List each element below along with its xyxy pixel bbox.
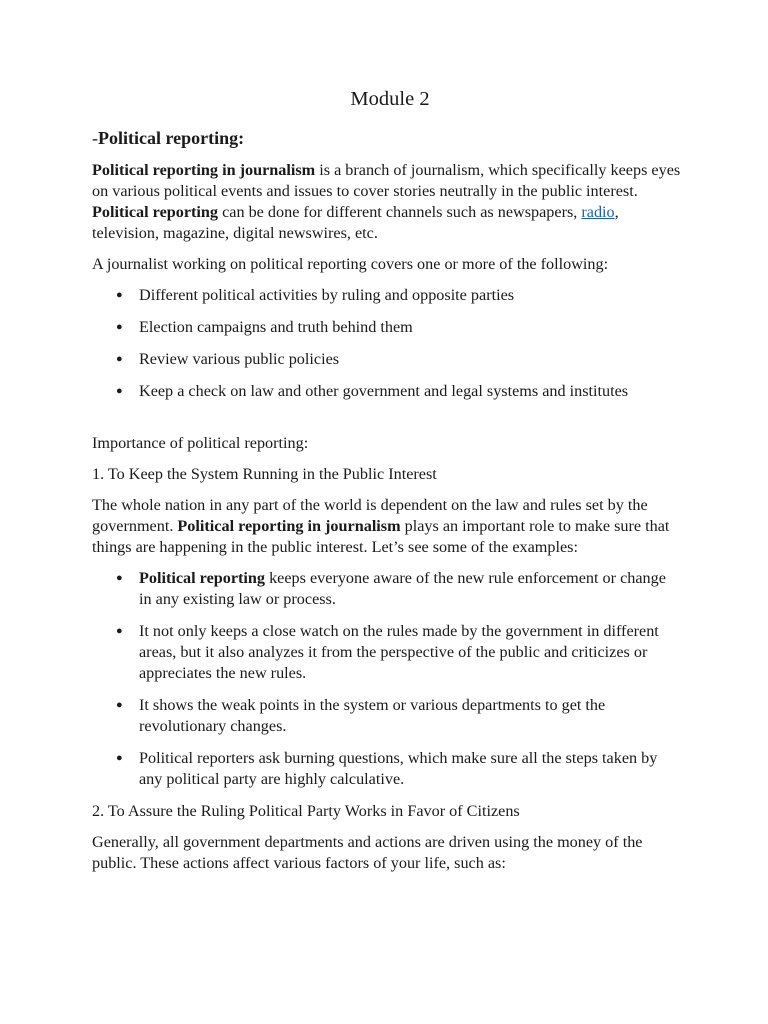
list-item [92, 695, 682, 737]
intro-paragraph [92, 160, 682, 244]
point1-heading: 1. To Keep the System Running in the Public Interest [92, 465, 437, 483]
bullet-icon: ● [116, 321, 123, 333]
intro-bold-term-2: Political reporting [92, 203, 219, 221]
point1-paragraph [92, 495, 682, 558]
importance-heading: Importance of political reporting: [92, 434, 309, 452]
list-item-text: Different political activities by ruling and opposite parties [139, 286, 515, 304]
bullet-icon: ● [116, 572, 123, 584]
list-item [92, 568, 682, 610]
bullet-icon: ● [116, 385, 123, 397]
point2-paragraph: Generally, all government departments and actions are driven using the money of the public. These actions affect various factors of your life, such as: [92, 833, 643, 872]
intro-text-3: , television, magazine, digital newswires, etc. [92, 203, 619, 242]
spacer [92, 402, 682, 433]
intro-text-2: can be done for different channels such as newspapers, [218, 203, 582, 221]
list-item [92, 748, 682, 790]
list-item-text: Review various public policies [139, 350, 340, 368]
example-bold-term: Political reporting [139, 569, 266, 587]
list-item-text: keeps everyone aware of the new rule enforcement or change in any existing law or process. [139, 569, 666, 608]
bullet-icon: ● [116, 752, 123, 764]
heading-dash: - [92, 128, 98, 148]
list-item-text: It not only keeps a close watch on the rules made by the government in different areas, but it also analyzes it from the perspective of the public and criticizes or appreciates the new rules. [139, 622, 659, 682]
page-title: Module 2 [350, 88, 430, 110]
point1-text: The whole nation in any part of the world is dependent on the law and rules set by the government. [92, 496, 648, 535]
list-item [92, 381, 682, 402]
list-item-text: It shows the weak points in the system or various departments to get the revolutionary changes. [139, 696, 606, 735]
list-item [92, 621, 682, 684]
examples-list [92, 568, 682, 790]
document-page [92, 84, 682, 884]
coverage-intro: A journalist working on political reporting covers one or more of the following: [92, 255, 609, 273]
list-item-text: Election campaigns and truth behind them [139, 318, 413, 336]
list-item-text: Keep a check on law and other government and legal systems and institutes [139, 382, 629, 400]
point2-heading: 2. To Assure the Ruling Political Party Works in Favor of Citizens [92, 802, 520, 820]
radio-link[interactable]: radio [581, 203, 615, 221]
bullet-icon: ● [116, 699, 123, 711]
intro-text: is a branch of journalism, which specifically keeps eyes on various political events and issues to cover stories neutrally in the public interest. [92, 161, 681, 200]
intro-bold-term: Political reporting in journalism [92, 161, 316, 179]
heading-text: Political reporting: [98, 128, 245, 148]
bullet-icon: ● [116, 289, 123, 301]
list-item [92, 349, 682, 370]
bullet-icon: ● [116, 353, 123, 365]
point1-text-2: plays an important role to make sure that things are happening in the public interest. Let’s see some of the examples: [92, 517, 670, 556]
point1-bold-term: Political reporting in journalism [177, 517, 401, 535]
section-heading [92, 126, 682, 150]
bullet-icon: ● [116, 625, 123, 637]
list-item-text: Political reporters ask burning questions, which make sure all the steps taken by any political party are highly calculative. [139, 749, 658, 788]
list-item [92, 317, 682, 338]
coverage-list [92, 285, 682, 402]
list-item [92, 285, 682, 306]
